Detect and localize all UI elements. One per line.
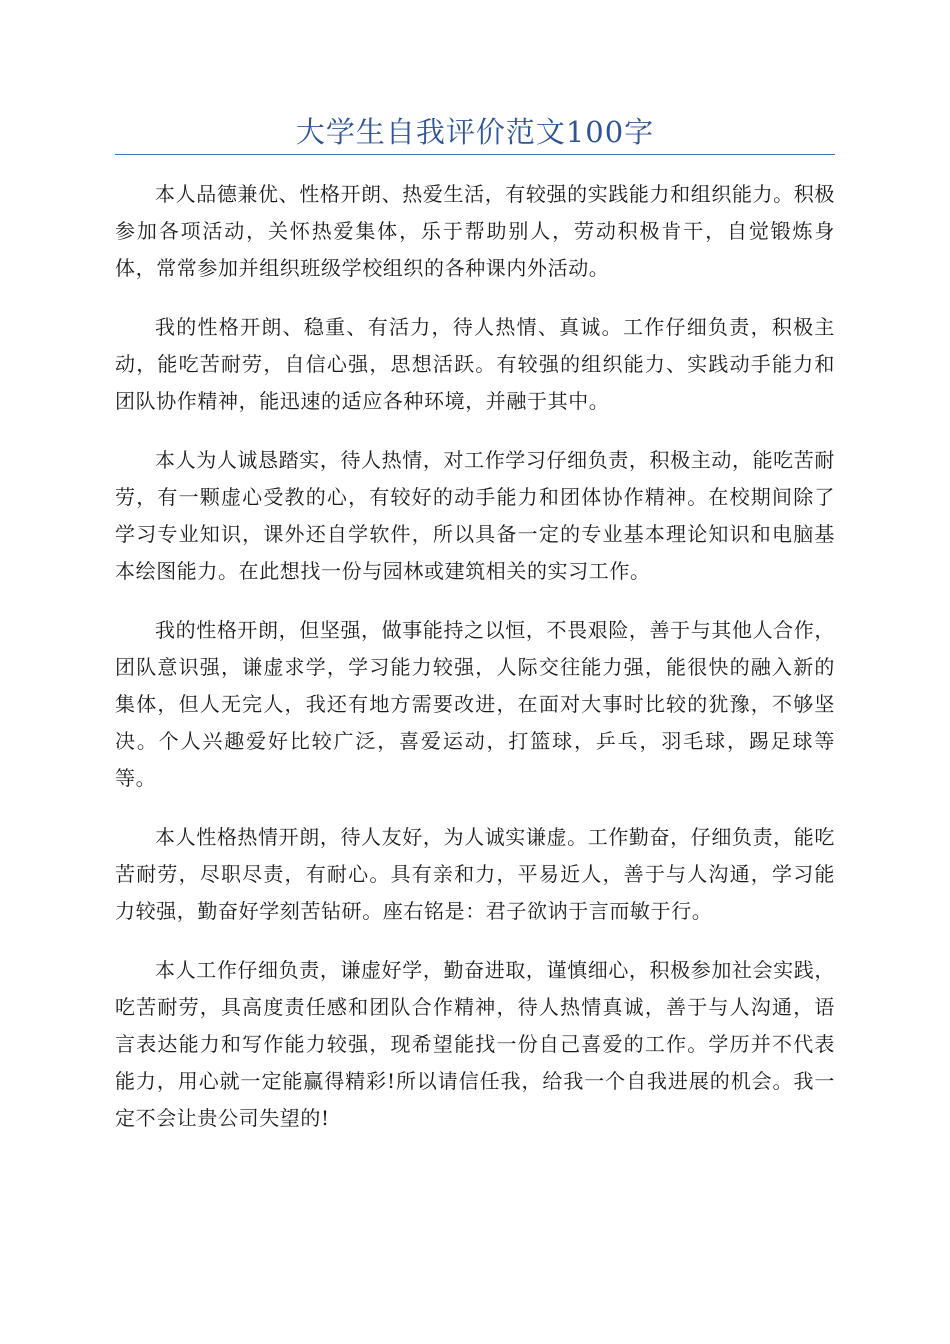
paragraph-5: 本人性格热情开朗，待人友好，为人诚实谦虚。工作勤奋，仔细负责，能吃苦耐劳，尽职尽责，有耐心。具有亲和力，平易近人，善于与人沟通，学习能力较强，勤奋好学刻苦钻研。座右铭是：君子欲讷于言而敏于行。 <box>115 825 835 923</box>
paragraph-1: 本人品德兼优、性格开朗、热爱生活，有较强的实践能力和组织能力。积极参加各项活动，关怀热爱集体，乐于帮助别人，劳动积极肯干，自觉锻炼身体，常常参加并组织班级学校组织的各种课内外活动。 <box>115 182 835 280</box>
title-underline <box>115 154 835 155</box>
paragraph-6: 本人工作仔细负责，谦虚好学，勤奋进取，谨慎细心，积极参加社会实践，吃苦耐劳，具高度责任感和团队合作精神，待人热情真诚，善于与人沟通，语言表达能力和写作能力较强，现希望能找一份自己喜爱的工作。学历并不代表能力，用心就一定能赢得精彩!所以请信任我，给我一个自我进展的机会。我一定不会让贵公司失望的! <box>115 958 835 1130</box>
paragraph-2: 我的性格开朗、稳重、有活力，待人热情、真诚。工作仔细负责，积极主动，能吃苦耐劳，自信心强，思想活跃。有较强的组织能力、实践动手能力和团队协作精神，能迅速的适应各种环境，并融于其中。 <box>115 315 835 413</box>
paragraph-3: 本人为人诚恳踏实，待人热情，对工作学习仔细负责，积极主动，能吃苦耐劳，有一颗虚心受教的心，有较好的动手能力和团体协作精神。在校期间除了学习专业知识，课外还自学软件，所以具备一定的专业基本理论知识和电脑基本绘图能力。在此想找一份与园林或建筑相关的实习工作。 <box>115 448 835 583</box>
paragraph-4: 我的性格开朗，但坚强，做事能持之以恒，不畏艰险，善于与其他人合作，团队意识强，谦虚求学，学习能力较强，人际交往能力强，能很快的融入新的集体，但人无完人，我还有地方需要改进，在面对大事时比较的犹豫，不够坚决。个人兴趣爱好比较广泛，喜爱运动，打篮球，乒乓，羽毛球，踢足球等等。 <box>115 618 835 790</box>
document-body <box>115 176 835 1159</box>
page-title: 大学生自我评价范文100字 <box>295 115 655 149</box>
